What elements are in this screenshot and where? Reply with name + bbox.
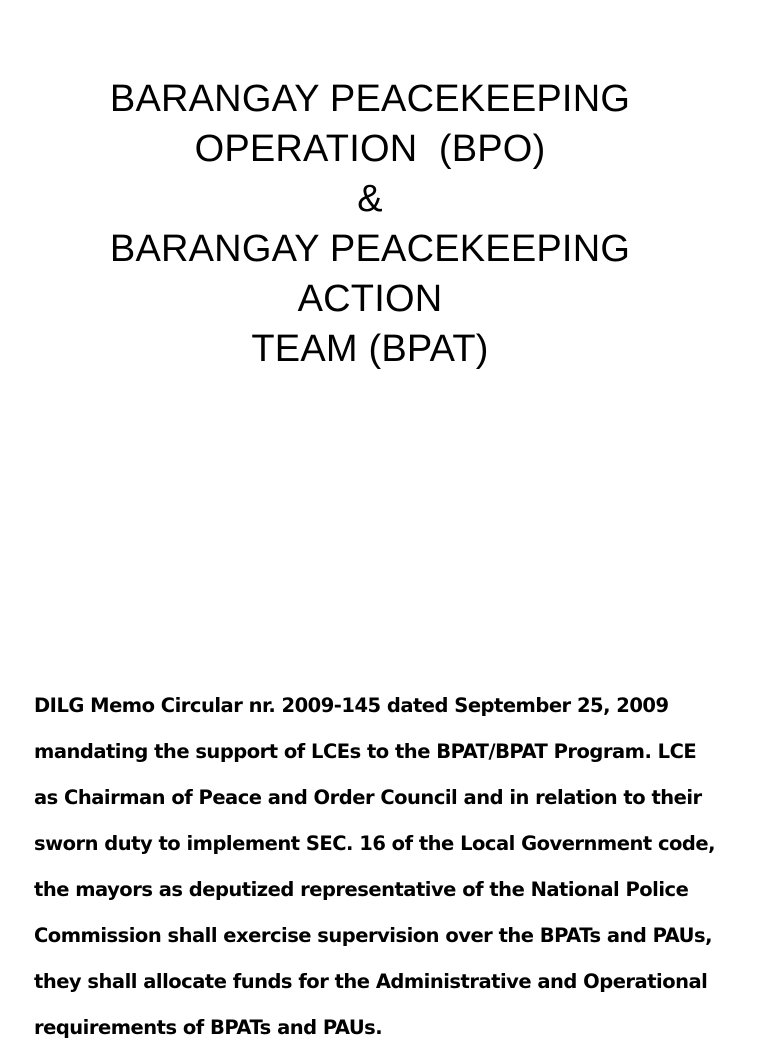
title-line-2: OPERATION (BPO) [194, 128, 546, 170]
body-line-6: Commission shall exercise supervision over the BPATs and PAUs, [34, 924, 712, 947]
body-line-5: the mayors as deputized representative of the National Police [34, 878, 689, 901]
slide-title [0, 74, 740, 374]
title-line-4: BARANGAY PEACEKEEPING [109, 228, 631, 270]
body-line-8: requirements of BPATs and PAUs. [34, 1016, 383, 1039]
body-line-2: mandating the support of LCEs to the BPAT/BPAT Program. LCE [34, 740, 697, 763]
title-line-3: & [357, 178, 383, 220]
slide-body [34, 683, 754, 1051]
title-line-1: BARANGAY PEACEKEEPING [109, 78, 631, 120]
title-line-5: ACTION [297, 278, 443, 320]
title-line-6: TEAM (BPAT) [251, 328, 489, 370]
body-line-7: they shall allocate funds for the Administrative and Operational [34, 970, 708, 993]
body-line-3: as Chairman of Peace and Order Council and in relation to their [34, 786, 702, 809]
body-line-1: DILG Memo Circular nr. 2009-145 dated September 25, 2009 [34, 694, 669, 717]
body-line-4: sworn duty to implement SEC. 16 of the Local Government code, [34, 832, 716, 855]
